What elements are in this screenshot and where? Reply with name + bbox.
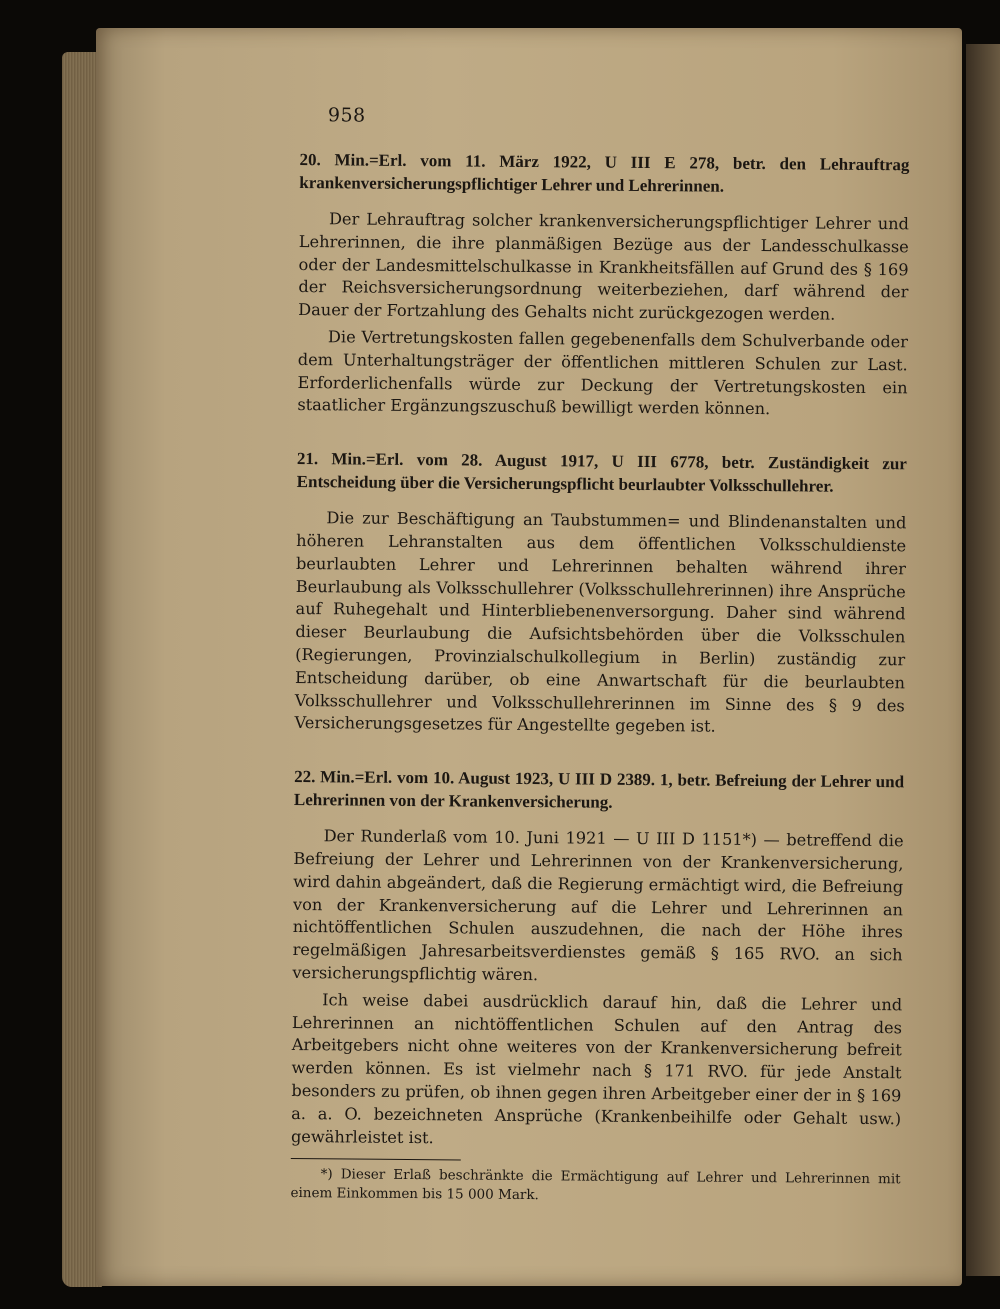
section-20 [297,148,909,422]
paragraph: Ich weise dabei ausdrücklich darauf hin, daß die Lehrer und Lehrerinnen an nichtöffentlichen Schulen auf den Antrag des Arbeitgebers nicht ohne weiteres von der Krankenversicherung befreit werden können. Es ist vielmehr nach § 171 RVO. für jede Anstalt besonders zu prüfen, ob ihnen gegen ihren Arbeitgeber einer der in § 169 a. a. O. bezeichneten Ansprüche (Krankenbeihilfe oder Gehalt usw.) gewährleistet ist. [290,989,903,1147]
page-content [290,104,910,1209]
section-21 [294,447,906,740]
paragraph: Der Runderlaß vom 10. Juni 1921 — U III D 1151*) — betreffend die Befreiung der Lehrer und Lehrerinnen von der Krankenversicherung, wird dahin abgeändert, daß die Regierung ermächtigt wird, die Befreiung von der Krankenversicherung auf die Lehrer und Lehrerinnen an nichtöffentlichen Schulen auszudehnen, die nach der Höhe ihres regelmäßigen Jahresarbeitsverdienstes gemäß § 165 RVO. an sich versicherungspflichtig wären. [292,826,904,985]
section-heading: 21. Min.=Erl. vom 28. August 1917, U III 6778, betr. Zuständigkeit zur Entscheidung über die Versicherungspflicht beurlaubter Volksschullehrer. [296,449,907,496]
paragraph: Die Vertretungskosten fallen gegebenenfalls dem Schulverbande oder dem Unterhaltungsträger der öffentlichen mittleren Schulen zur Last. Erforderlichenfalls würde zur Deckung der Vertretungskosten ein staatlicher Ergänzungszuschuß bewilligt werden können. [297,327,909,419]
paragraph: Der Lehrauftrag solcher krankenversicherungspflichtiger Lehrer und Lehrerinnen, die ihre planmäßigen Bezüge aus der Landesschulkasse oder der Landesmittelschulkasse in Krankheitsfällen auf Grund des § 169 der Reichsversicherungsordnung weiterbeziehen, darf während der Dauer der Fortzahlung des Gehalts nicht zurückgezogen werden. [298,209,910,324]
page-number: 958 [327,104,366,127]
adjacent-page-edge [966,44,1000,1276]
section-heading: 22. Min.=Erl. vom 10. August 1923, U III D 2389. 1, betr. Befreiung der Lehrer und Lehrerinnen von der Krankenversicherung. [293,767,905,812]
section-22 [291,765,904,1153]
section-heading: 20. Min.=Erl. vom 11. März 1922, U III E 278, betr. den Lehrauftrag krankenversicherungspflichtiger Lehrer und Lehrerinnen. [299,149,910,196]
paragraph: Die zur Beschäftigung an Taubstummen= und Blindenanstalten und höheren Lehranstalten aus dem öffentlichen Volksschuldienste beurlaubten Lehrer und Lehrerinnen behalten während ihrer Beurlaubung als Volksschullehrer (Volksschullehrerinnen) ihre Ansprüche auf Ruhegehalt und Hinterbliebenenversorgung. Daher sind während dieser Beurlaubung die Aufsichtsbehörden über die Volksschulen (Regierungen, Provinzialschulkollegium in Berlin) zuständig zur Entscheidung darüber, ob eine Anwartschaft für die beurlaubten Volksschullehrer und Volksschullehrerinnen im Sinne des § 9 des Versicherungsgesetzes für Angestellte gegeben ist. [294,508,907,736]
footnote-divider [291,1158,461,1160]
footnote: *) Dieser Erlaß beschränkte die Ermächtigung auf Lehrer und Lehrerinnen mit einem Einkommen bis 15 000 Mark. [290,1166,901,1204]
